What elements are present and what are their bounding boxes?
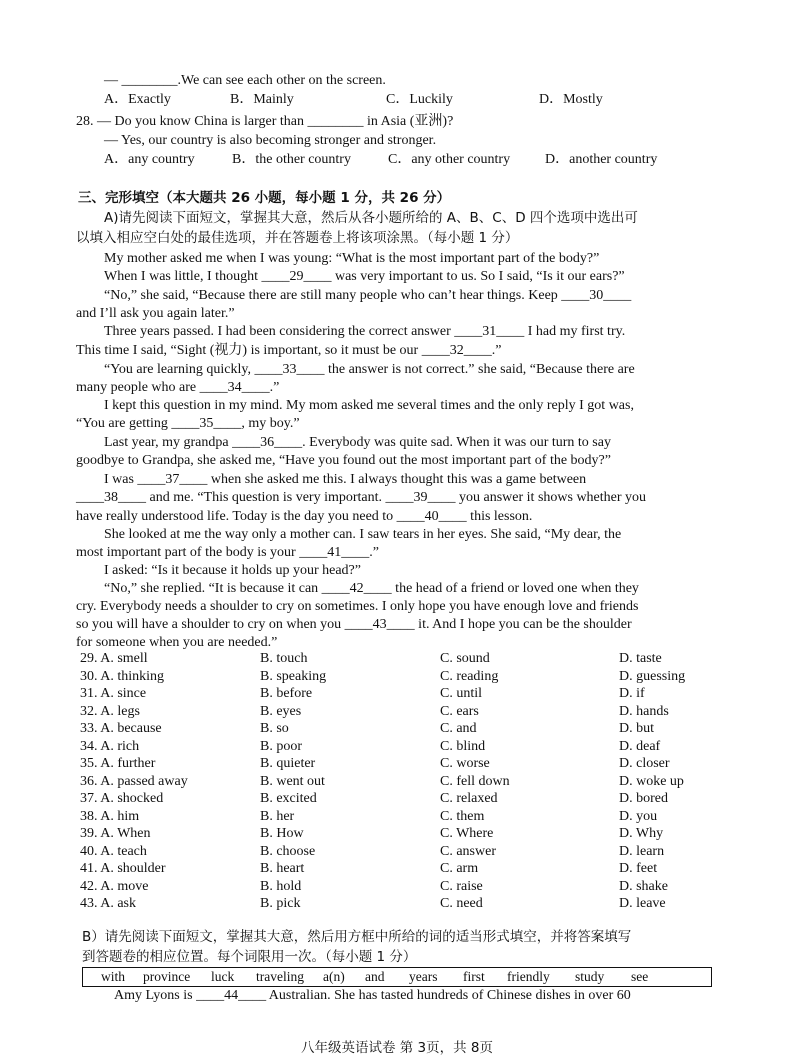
section3-instruction-line1: A)请先阅读下面短文，掌握其大意，然后从各小题所给的 A、B、C、D 四个选项中选出可 — [104, 210, 638, 226]
choice-option: B. excited — [260, 791, 317, 806]
choice-option: C. blind — [440, 738, 486, 754]
q27-option-b: B．Mainly — [230, 92, 294, 107]
word-box-item: luck — [211, 969, 235, 984]
passage-line: This time I said, “Sight (视力) is important, so it must be our ____32____.” — [76, 343, 502, 358]
choice-option: 42. A. move — [80, 878, 149, 894]
passage-line: “You are getting ____35____, my boy.” — [76, 416, 300, 431]
word-box-item: a(n) — [323, 969, 345, 984]
choice-option: B. before — [260, 686, 313, 701]
choice-option: B. heart — [260, 861, 305, 876]
word-box-item: years — [409, 969, 438, 984]
choice-option: B. eyes — [260, 703, 302, 719]
choice-option: D. deaf — [619, 738, 661, 754]
choice-option: B. touch — [260, 651, 308, 666]
choice-option: D. feet — [619, 861, 658, 876]
choice-option: D. learn — [619, 843, 665, 859]
passage-line: I asked: “Is it because it holds up your head?” — [104, 563, 361, 578]
choice-option: D. you — [619, 808, 658, 824]
choice-option: B. speaking — [260, 668, 327, 684]
choice-option: C. them — [440, 808, 485, 824]
choice-option: 32. A. legs — [80, 703, 140, 719]
choice-option: 33. A. because — [80, 721, 162, 736]
q27-answer-line: — ________.We can see each other on the screen. — [104, 73, 386, 88]
choice-option: D. taste — [619, 651, 662, 666]
choice-option: B. choose — [260, 843, 316, 859]
choice-option: 31. A. since — [80, 686, 147, 701]
q28-option-c: C．any other country — [388, 152, 511, 167]
q28-question: 28. — Do you know China is larger than ________ in Asia (亚洲)? — [76, 114, 454, 129]
page-footer: 八年级英语试卷 第 3页，共 8页 — [300, 1040, 494, 1056]
choice-option: C. answer — [440, 843, 496, 859]
choice-option: D. leave — [619, 896, 666, 911]
q28-option-d: D．another country — [545, 152, 658, 167]
choice-option: D. hands — [619, 703, 669, 719]
section3-instruction-line2: 以填入相应空白处的最佳选项，并在答题卷上将该项涂黑。（每小题 1 分） — [76, 230, 519, 246]
choice-option: 29. A. smell — [80, 651, 148, 666]
q27-option-d: D．Mostly — [539, 92, 603, 107]
choice-option: 37. A. shocked — [80, 791, 164, 806]
choice-option: C. sound — [440, 651, 490, 666]
choice-option: 34. A. rich — [80, 738, 140, 754]
word-box-item: and — [365, 969, 385, 984]
choice-option: 30. A. thinking — [80, 668, 165, 684]
q28-option-a: A．any country — [104, 152, 195, 167]
choice-option: B. hold — [260, 878, 302, 894]
section3-heading: 三、完形填空（本大题共 26 小题，每小题 1 分，共 26 分） — [78, 190, 451, 206]
choice-option: D. closer — [619, 756, 670, 771]
passage-line: Three years passed. I had been considering the correct answer ____31____ I had my first try. — [104, 324, 626, 339]
passage-line: When I was little, I thought ____29____ was very important to us. So I said, “Is it our ears?” — [104, 269, 625, 284]
choice-option: C. until — [440, 686, 483, 701]
choice-option: C. relaxed — [440, 791, 498, 806]
passage-line: most important part of the body is your ____41____.” — [76, 545, 379, 560]
choice-option: B. quieter — [260, 756, 316, 771]
choice-option: 35. A. further — [80, 756, 156, 771]
section-b-instruction-line1: B）请先阅读下面短文，掌握其大意，然后用方框中所给的词的适当形式填空，并将答案填写 — [82, 929, 632, 945]
choice-option: C. need — [440, 896, 483, 911]
choice-option: C. Where — [440, 826, 494, 841]
choice-option: 38. A. him — [80, 808, 140, 824]
choice-option: C. fell down — [440, 773, 510, 789]
passage-line: for someone when you are needed.” — [76, 635, 278, 650]
choice-option: D. but — [619, 721, 654, 736]
choice-option: C. raise — [440, 878, 483, 894]
choice-option: B. How — [260, 826, 304, 841]
choice-option: C. reading — [440, 668, 499, 684]
word-box-item: friendly — [507, 969, 550, 984]
passage-line: so you will have a shoulder to cry on when you ____43____ it. And I hope you can be the shoulder — [76, 617, 632, 632]
word-box-item: traveling — [256, 969, 304, 984]
word-box-item: study — [575, 969, 605, 984]
choice-option: D. guessing — [619, 668, 686, 684]
passage-line: many people who are ____34____.” — [76, 380, 280, 395]
word-box-item: first — [463, 969, 485, 984]
passage-line: “No,” she replied. “It is because it can ____42____ the head of a friend or loved one when they — [104, 581, 639, 596]
passage-line: My mother asked me when I was young: “What is the most important part of the body?” — [104, 251, 600, 266]
passage-line: “No,” she said, “Because there are still many people who can’t hear things. Keep ____30____ — [104, 288, 632, 303]
q28-option-b: B．the other country — [232, 152, 351, 167]
choice-option: 43. A. ask — [80, 896, 136, 911]
passage-line: “You are learning quickly, ____33____ the answer is not correct.” she said, “Because there are — [104, 362, 635, 377]
choice-option: B. her — [260, 808, 295, 824]
choice-option: D. woke up — [619, 773, 684, 789]
choice-option: B. so — [260, 721, 289, 736]
choice-option: B. went out — [260, 773, 325, 789]
choice-option: D. Why — [619, 826, 664, 841]
q27-option-a: A．Exactly — [104, 92, 171, 107]
choice-option: 36. A. passed away — [80, 773, 188, 789]
passage-line: goodbye to Grandpa, she asked me, “Have you found out the most important part of the body?” — [76, 453, 611, 468]
choice-option: C. worse — [440, 756, 490, 771]
choice-option: D. bored — [619, 791, 668, 806]
word-box-item: see — [631, 969, 649, 984]
choice-option: D. shake — [619, 878, 668, 894]
passage-line: ____38____ and me. “This question is very important. ____39____ you answer it shows whether you — [76, 490, 647, 505]
choice-option: C. arm — [440, 861, 479, 876]
choice-option: B. pick — [260, 896, 301, 911]
passage-line: have really understood life. Today is the day you need to ____40____ this lesson. — [76, 509, 533, 524]
choice-option: 39. A. When — [80, 826, 151, 841]
passage-line: Last year, my grandpa ____36____. Everybody was quite sad. When it was our turn to say — [104, 435, 611, 450]
choice-option: B. poor — [260, 738, 302, 754]
q28-reply: — Yes, our country is also becoming stronger and stronger. — [104, 133, 437, 148]
word-box-item: with — [101, 969, 126, 984]
passage-line: She looked at me the way only a mother can. I saw tears in her eyes. She said, “My dear, the — [104, 527, 622, 542]
passage-line: cry. Everybody needs a shoulder to cry on sometimes. I only hope you have enough love and friends — [76, 599, 639, 614]
choice-option: C. ears — [440, 703, 479, 719]
choice-option: D. if — [619, 686, 645, 701]
passage-line: I was ____37____ when she asked me this. I always thought this was a game between — [104, 472, 587, 487]
passage-b-line: Amy Lyons is ____44____ Australian. She has tasted hundreds of Chinese dishes in over 60 — [114, 988, 631, 1003]
choice-option: C. and — [440, 721, 477, 736]
section-b-instruction-line2: 到答题卷的相应位置。每个词限用一次。（每小题 1 分） — [82, 949, 417, 965]
choice-option: 40. A. teach — [80, 843, 147, 859]
choice-option: 41. A. shoulder — [80, 861, 166, 876]
q27-option-c: C．Luckily — [386, 92, 453, 107]
passage-line: and I’ll ask you again later.” — [76, 306, 235, 321]
word-box — [82, 967, 712, 987]
word-box-item: province — [143, 969, 191, 984]
passage-line: I kept this question in my mind. My mom asked me several times and the only reply I got was, — [104, 398, 634, 413]
